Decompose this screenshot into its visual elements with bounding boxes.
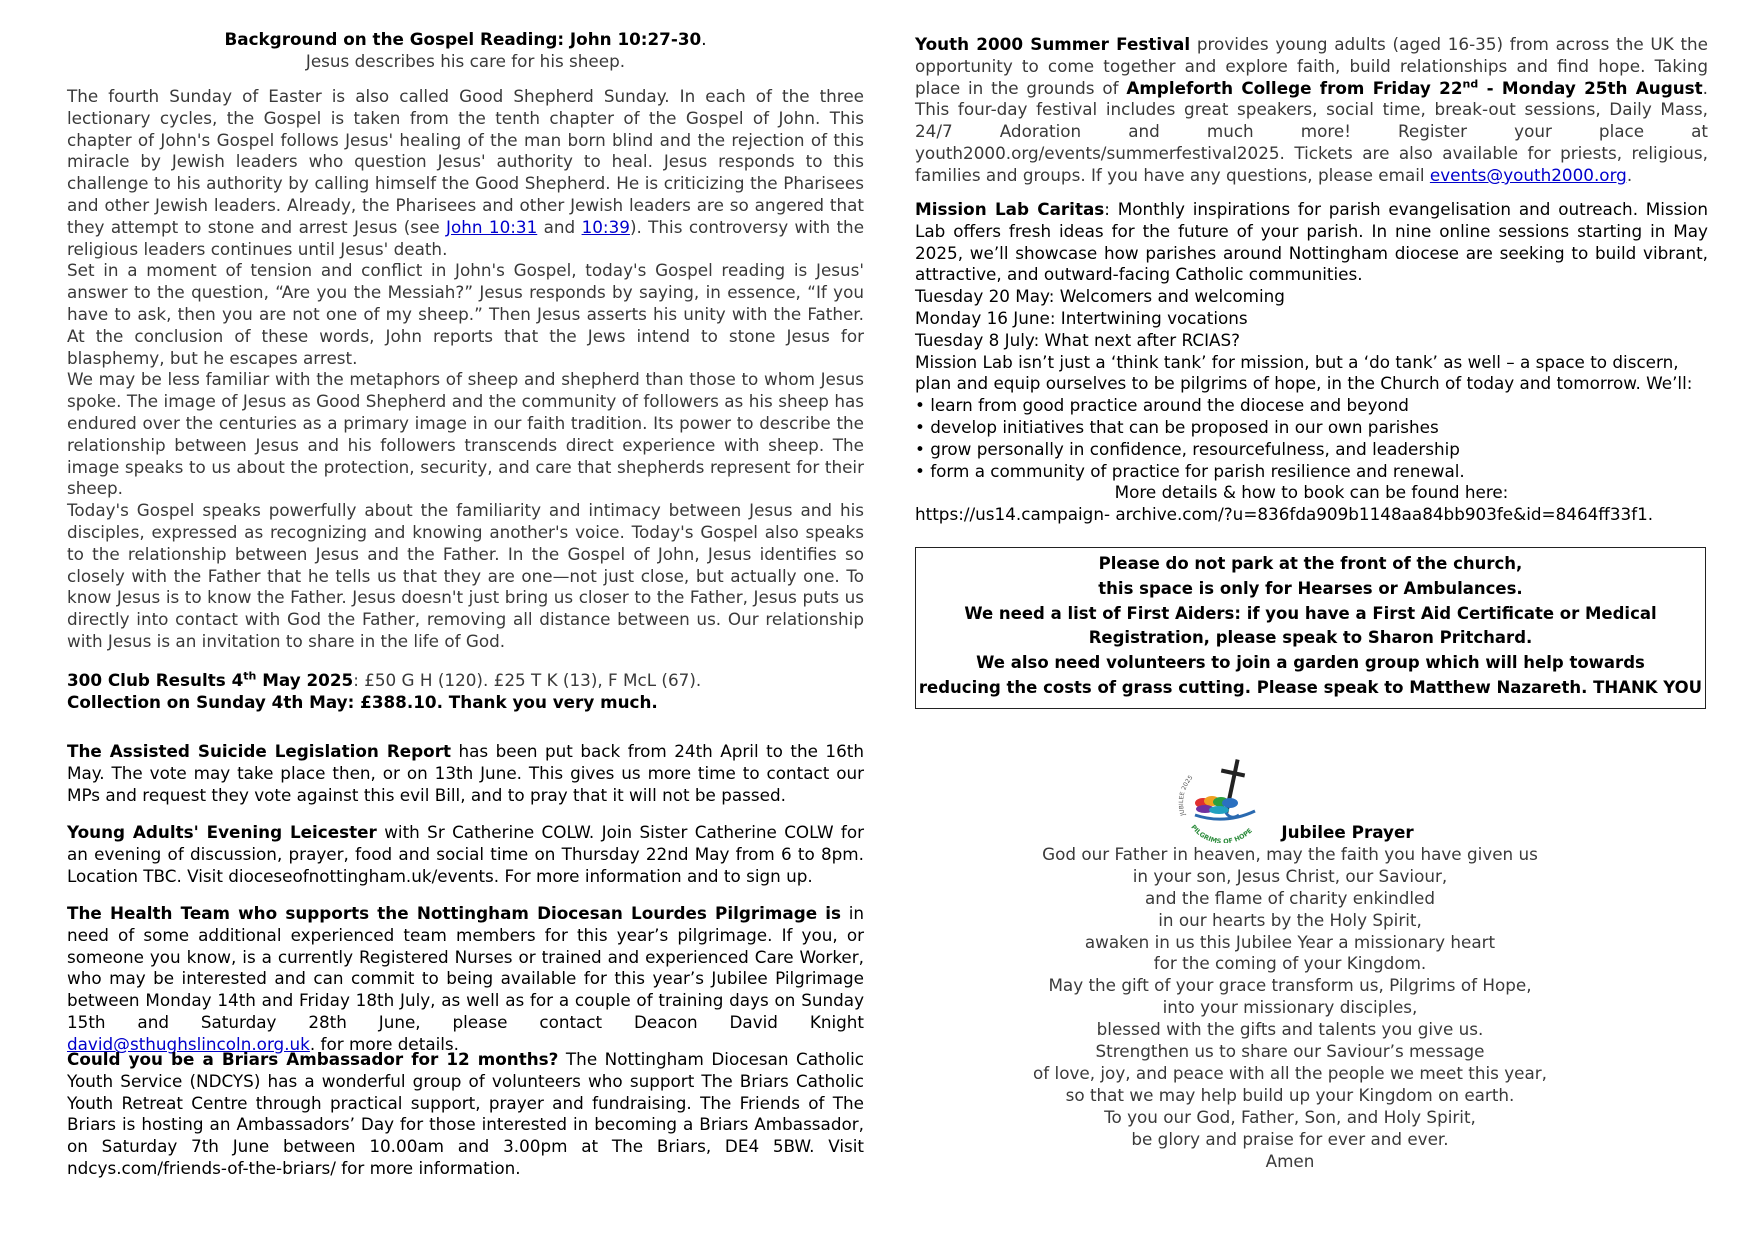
prayer-line: May the gift of your grace transform us, Pilgrims of Hope,: [1048, 975, 1532, 996]
prayer-line: into your missionary disciples,: [1162, 997, 1418, 1018]
prayer-line: in your son, Jesus Christ, our Saviour,: [1132, 865, 1448, 886]
gospel-paragraph-4: Today's Gospel speaks powerfully about the familiarity and intimacy between Jesus and his disciples, expressed as recognizing and knowing another's voice. Today's Gospel also speaks to the relationship between Jesus and the Father. In the Gospel of John, Jesus identifies so closely with the Father that he tells us that they are one—not just close, but actually one. To know Jesus is to know the Father. Jesus doesn't just bring us closer to the Father, Jesus puts us directly into contact with God the Father, removing all distance between us. Our relationship with Jesus is an invitation to share in the life of God.: [67, 500, 864, 651]
prayer-line: God our Father in heaven, may the faith you have given us: [1042, 843, 1538, 864]
svg-text:PILGRIMS OF HOPE: PILGRIMS OF HOPE: [1189, 823, 1254, 843]
gospel-background-title: Background on the Gospel Reading: John 10:27-30.: [224, 29, 707, 49]
notice-line: this space is only for Hearses or Ambulances.: [1098, 578, 1523, 598]
youth2000-email-link[interactable]: events@youth2000.org: [1429, 164, 1627, 185]
mission-lab-date-1: Tuesday 20 May: Welcomers and welcoming: [915, 286, 1285, 307]
jubilee-prayer-title: Jubilee Prayer: [1281, 822, 1414, 842]
gospel-paragraph-1: The fourth Sunday of Easter is also called Good Shepherd Sunday. In each of the three lectionary cycles, the Gospel is taken from the tenth chapter of the Gospel of John. This chapter of John's Gospel follows Jesus' healing of the man born blind and the rejection of this miracle by Jewish leaders who question Jesus' authority to heal. Jesus responds to this challenge to his authority by calling himself the Good Shepherd. He is criticizing the Pharisees and other Jewish leaders. Already, the Pharisees and other Jewish leaders are so angered that they attempt to stone and arrest Jesus (see John 10:31 and 10:39). This controversy with the religious leaders continues until Jesus' death.: [67, 86, 865, 259]
youth-2000-notice: Youth 2000 Summer Festival provides young adults (aged 16-35) from across the UK the opportunity to come together and explore faith, build relationships and find hope. Taking place in the grounds of Ampleforth College from Friday 22nd - Monday 25th August. This four-day festival includes great speakers, social time, break-out sessions, Daily Mass, 24/7 Adoration and much more! Register your place at youth2000.org/events/summerfestival2025. Tickets are also available for priests, religious, families and groups. If you have any questions, please email events@youth2000.org.: [915, 34, 1709, 185]
notice-line: We also need volunteers to join a garden group which will help towards: [976, 653, 1645, 673]
collection-notice: Collection on Sunday 4th May: £388.10. Thank you very much.: [67, 691, 658, 712]
prayer-line: Amen: [1265, 1150, 1315, 1171]
parking-notice-box: [915, 547, 1706, 709]
jubilee-prayer: [1010, 822, 1570, 1173]
jubilee-prayer-lines: [1010, 844, 1570, 1173]
mission-lab-paragraph: Mission Lab isn’t just a ‘think tank’ for mission, but a ‘do tank’ as well – a space to discern, plan and equip ourselves to be pilgrims of hope, in the Church of today and tomorrow. We’ll:: [915, 351, 1693, 394]
mission-lab-date-2: Monday 16 June: Intertwining vocations: [915, 307, 1248, 328]
mission-lab-bullet: • develop initiatives that can be proposed in our own parishes: [915, 416, 1439, 437]
deacon-email-link[interactable]: david@sthughslincoln.org.uk: [67, 1033, 310, 1054]
gospel-background-body: [67, 86, 864, 653]
notice-line: Please do not park at the front of the church,: [1098, 554, 1523, 573]
prayer-line: in our hearts by the Holy Spirit,: [1158, 909, 1422, 930]
prayer-line: for the coming of your Kingdom.: [1153, 953, 1427, 974]
prayer-line: Strengthen us to share our Saviour’s message: [1095, 1041, 1485, 1062]
mission-lab-date-3: Tuesday 8 July: What next after RCIAS?: [915, 329, 1241, 350]
mission-lab-intro: Mission Lab Caritas: Monthly inspirations for parish evangelisation and outreach. Mission Lab offers fresh ideas for the future of your parish. In nine online sessions starting in May 2025, we’ll showcase how parishes around Nottingham diocese are seeking to build vibrant, attractive, and outward-facing Catholic communities.: [915, 199, 1709, 285]
health-team-notice: The Health Team who supports the Nottingham Diocesan Lourdes Pilgrimage is in need of some additional experienced team members for this year’s pilgrimage. If you, or someone you know, is a currently Registered Nurses or trained and experienced Care Worker, who may be interested and can commit to being available for this year’s Jubilee Pilgrimage between Monday 14th and Friday 18th July, as well as for a couple of training days on Sunday 15th and Saturday 28th June, please contact Deacon David Knight david@sthughslincoln.org.uk. for more details.: [67, 903, 864, 1054]
mission-lab-more-details: More details & how to book can be found here:: [1114, 482, 1509, 503]
mission-lab-url: https://us14.campaign- archive.com/?u=836fda909b1148aa84bb903fe&id=8464ff33f1.: [915, 504, 1654, 525]
john-10-31-link[interactable]: John 10:31: [446, 216, 538, 237]
gospel-paragraph-3: We may be less familiar with the metaphors of sheep and shepherd than those to whom Jesus spoke. The image of Jesus as Good Shepherd and the community of followers as his sheep has endured over the centuries as a primary image in our faith tradition. Its power to describe the relationship between Jesus and his followers transcends direct experience with sheep. The image speaks to us about the protection, security, and care that shepherds represent for their sheep.: [67, 369, 864, 499]
mission-lab-bullet: • grow personally in confidence, resourcefulness, and leadership: [915, 438, 1460, 459]
notice-line: Registration, please speak to Sharon Pritchard.: [1088, 628, 1533, 648]
briars-ambassador-notice: Could you be a Briars Ambassador for 12 months? The Nottingham Diocesan Catholic Youth Service (NDCYS) has a wonderful group of volunteers who support The Briars Catholic Youth Retreat Centre through practical support, prayer and fundraising. The Friends of The Briars is hosting an Ambassadors’ Day for those interested in becoming a Briars Ambassador, on Saturday 7th June between 10.00am and 3.00pm at The Briars, DE4 5BW. Visit ndcys.com/friends-of-the-briars/ for more information.: [67, 1049, 865, 1178]
mission-lab-bullet: • form a community of practice for parish resilience and renewal.: [915, 460, 1465, 481]
notice-line: reducing the costs of grass cutting. Please speak to Matthew Nazareth. THANK YOU: [918, 677, 1703, 697]
notice-line: We need a list of First Aiders: if you have a First Aid Certificate or Medical: [964, 603, 1657, 623]
mission-lab-bullet: • learn from good practice around the diocese and beyond: [915, 395, 1409, 416]
prayer-line: so that we may help build up your Kingdom on earth.: [1065, 1084, 1515, 1105]
prayer-line: of love, joy, and peace with all the people we meet this year,: [1033, 1062, 1547, 1083]
prayer-line: To you our God, Father, Son, and Holy Spirit,: [1104, 1106, 1476, 1127]
prayer-line: blessed with the gifts and talents you give us.: [1096, 1019, 1484, 1040]
club-results: 300 Club Results 4th May 2025: £50 G H (120). £25 T K (13), F McL (67).: [67, 669, 702, 690]
svg-text:JUBILEE 2025: JUBILEE 2025: [1178, 774, 1195, 817]
assisted-suicide-notice: The Assisted Suicide Legislation Report has been put back from 24th April to the 16th May. The vote may take place then, or on 13th June. This gives us more time to contact our MPs and request they vote against this evil Bill, and to pray that it will not be passed.: [67, 741, 864, 805]
prayer-line: and the flame of charity enkindled: [1145, 887, 1435, 908]
prayer-line: be glory and praise for ever and ever.: [1131, 1128, 1449, 1149]
gospel-background-subtitle: Jesus describes his care for his sheep.: [305, 51, 626, 71]
club-and-collection: [67, 670, 864, 714]
mission-lab-notice: [915, 199, 1708, 526]
john-10-39-link[interactable]: 10:39: [581, 216, 630, 237]
young-adults-notice: Young Adults' Evening Leicester with Sr Catherine COLW. Join Sister Catherine COLW for an evening of discussion, prayer, food and social time on Thursday 22nd May from 6 to 8pm. Location TBC. Visit dioceseofnottingham.uk/events. For more information and to sign up.: [67, 822, 864, 886]
prayer-line: awaken in us this Jubilee Year a missionary heart: [1084, 931, 1496, 952]
gospel-paragraph-2: Set in a moment of tension and conflict in John's Gospel, today's Gospel reading is Jesus' answer to the question, “Are you the Messiah?” Jesus responds by saying, in essence, “If you have to ask, then you are not one of my sheep.” Then Jesus asserts his unity with the Father. At the conclusion of these words, John reports that the Jews intend to stone Jesus for blasphemy, but he escapes arrest.: [67, 260, 864, 368]
